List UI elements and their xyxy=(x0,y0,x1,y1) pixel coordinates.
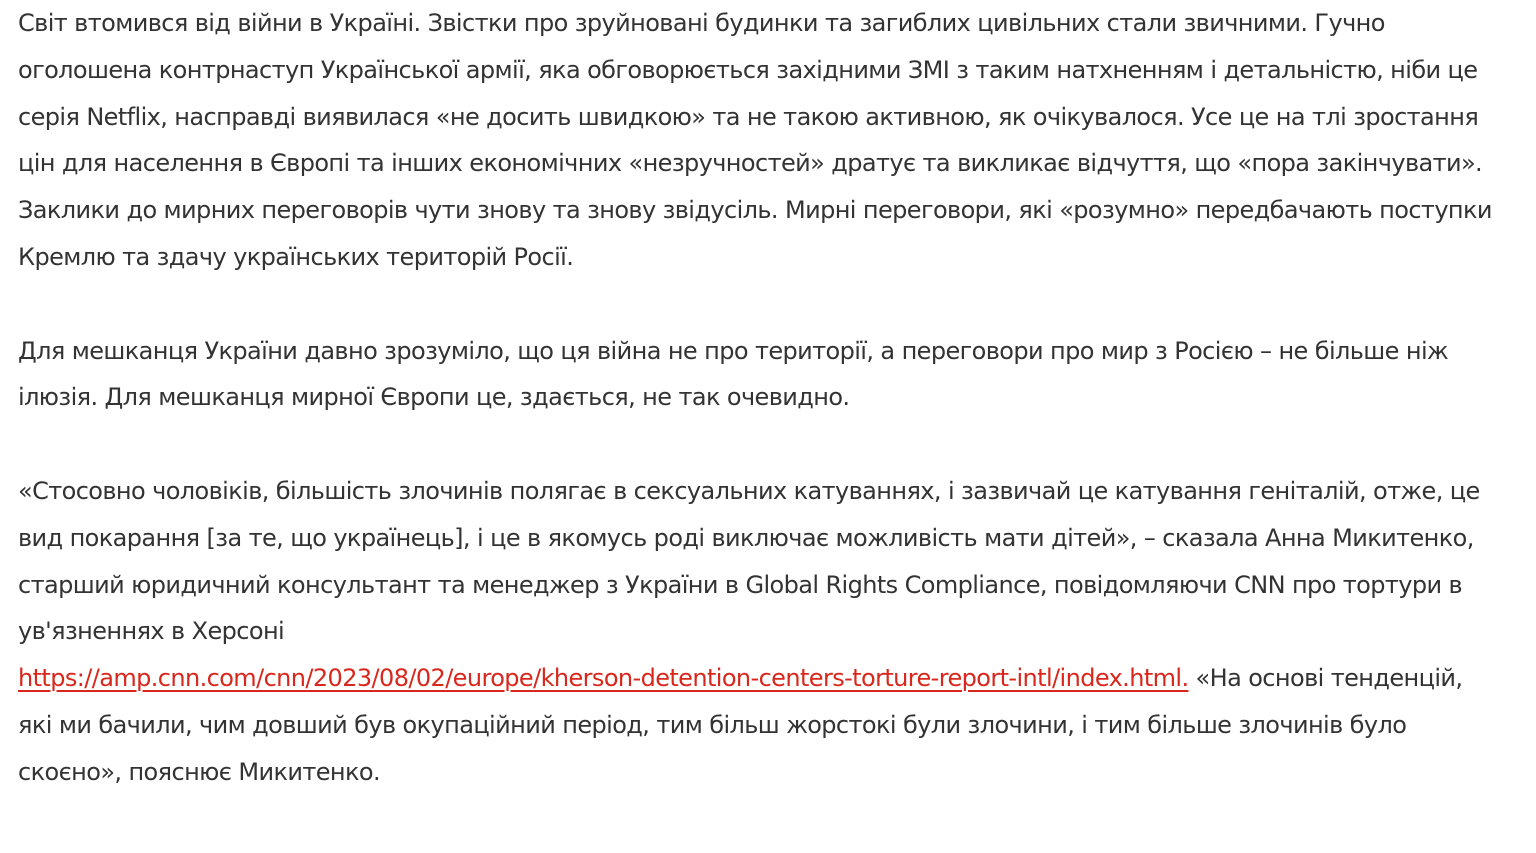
paragraph-intro: Світ втомився від війни в Україні. Звістки про зруйновані будинки та загиблих цивільних стали звичними. Гучно оголошена контрнаступ Української армії, яка обговорюється західними ЗМІ з таким натхненням і детальністю, ніби це серія Netflix, насправді виявилася «не досить швидкою» та не такою активною, як очікувалося. Усе це на тлі зростання цін для населення в Європі та інших економічних «незручностей» дратує та викликає відчуття, що «пора закінчувати». Заклики до мирних переговорів чути знову та знову звідусіль. Мирні переговори, які «розумно» передбачають поступки Кремлю та здачу українських територій Росії. xyxy=(18,9,1492,271)
paragraph-quote xyxy=(18,468,1498,796)
quote-continuation: «На основі тенденцій, які ми бачили, чим довший був окупаційний період, тим більш жорстокі були злочини, і тим більше злочинів було скоєно», пояснює Микитенко. xyxy=(18,664,1463,786)
article-body xyxy=(18,0,1498,796)
quote-text: «Стосовно чоловіків, більшість злочинів полягає в сексуальних катуваннях, і зазвичай це катування геніталій, отже, це вид покарання [за те, що українець], і це в якомусь роді виключає можливість мати дітей», – сказала Анна Микитенко, старший юридичний консультант та менеджер з України в Global Rights Compliance, повідомляючи CNN про тортури в ув'язненнях в Херсоні xyxy=(18,476,1480,646)
paragraph-illusion: Для мешканця України давно зрозуміло, що ця війна не про території, а переговори про мир з Росією – не більше ніж ілюзія. Для мешканця мирної Європи це, здається, не так очевидно. xyxy=(18,336,1449,412)
cnn-source-link[interactable]: https://amp.cnn.com/cnn/2023/08/02/europe/kherson-detention-centers-torture-report-intl/index.html. xyxy=(18,664,1189,693)
